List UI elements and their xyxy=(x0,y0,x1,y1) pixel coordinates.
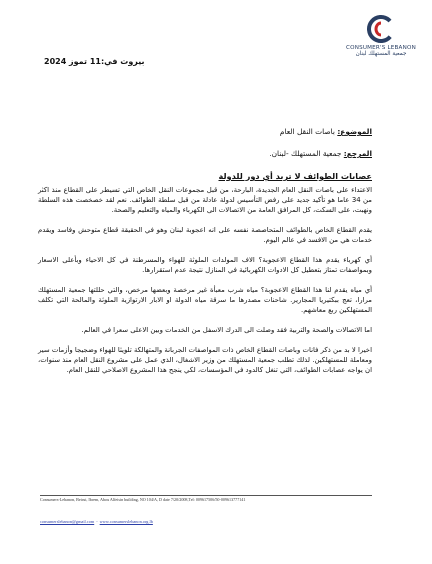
website-link[interactable]: www.consumerslebanon.org.lb xyxy=(99,519,153,524)
reference-line xyxy=(269,149,372,158)
brand-name-ar: جمعية المستهلك لبنان xyxy=(355,51,407,57)
body-paragraph: اما الاتصالات والصحة والتربية فقد وصلت الى الدرك الاسفل من الخدمات وبين الاعلى سعرا في العالم. xyxy=(81,326,372,334)
reference-label: المرجع: xyxy=(343,149,372,158)
reference-value: جمعية المستهلك -لبنان. xyxy=(269,149,344,158)
footer-links xyxy=(40,519,153,524)
subject-label: الموضوع: xyxy=(337,127,372,136)
date-line: بيروت في:11 تموز 2024 xyxy=(44,57,145,66)
body-paragraph: الاعتداء على باصات النقل العام الجديدة، البارحة، من قبل مجموعات النقل الخاص التي تسيطر على القطاع منذ اكثر من 34 عاما هو تأكيد جديد على رفض التأسيس لدولة عادلة من قبل سلطة الطوائف. نعم لقد خصخصت هذه السلطة ونهبت، على السكت، كل المرافق العامة من الاتصالات الى الكهرباء والمياه والتعليم والصحة. xyxy=(38,186,372,214)
body-paragraph: يقدم القطاع الخاص بالطوائف المتحاصصة نفسه على انه اعجوبة لبنان وهو في الحقيقة قطاع متوحش وفاسد ويقدم خدمات هي من الافسد في عالم اليوم. xyxy=(38,226,372,244)
subject-line xyxy=(280,127,372,136)
footer-address: Consumers-Lebanon, Beirut, Ibrem, Abou Alfeisin building, NO 104/A, D date 7/20/2008,Tel: 009617506/50-009613777141 xyxy=(40,495,372,502)
footer-separator: - xyxy=(96,519,98,524)
body-paragraph: أي مياه يقدم لنا هذا القطاع الاعجوبة؟ مياه شرب معبأة غير مرخصة وبعضها مرخص، والتي حللتها جمعية المستهلك مرارا، تعج ببكتيريا المجارير. شاحنات مصدرها ما سرقة مياه الدولة او الابار الارتوازية الملوثة والمالحة التي تكلف المستهلكين ربع معاشهم. xyxy=(38,286,372,314)
body-paragraph: اخيرا لا بد من ذكر فانات وباصات القطاع الخاص ذات المواصفات الجربانة والمتهالكة تلويثا للهواء وضجيجا وأزمات سير ومعاملة للمستهلكين. لذلك تطلب جمعية المستهلك من وزير الاشغال، الذي عمل على مشروع النقل العام منذ سنوات، ان يواجه عصابات الطوائف، التي تنغل كالدود في المؤسسات، لكي ينجح هذا المشروع الاصلاحي للنقل العام. xyxy=(38,346,372,374)
letter-title: عصابات الطوائف لا تريد أي دور للدولة xyxy=(218,171,372,181)
email-link[interactable]: consumerslebanon@gmail.com xyxy=(40,519,95,524)
consumers-lebanon-logo-icon xyxy=(366,14,396,44)
subject-value: باصات النقل العام xyxy=(279,127,338,136)
letter-body xyxy=(38,185,372,385)
logo xyxy=(346,14,416,57)
body-paragraph: أي كهرباء يقدم هذا القطاع الاعجوبة؟ الاف المولدات الملوثة للهواء والمسرطنة في كل الاحياء وبأعلى الاسعار وبمواصفات تمتاز بتعطيل كل الادوات الكهربائية في المنازل نتيجة عدم استقرارها. xyxy=(38,256,372,274)
brand-name-en: CONSUMER'S LEBANON xyxy=(346,45,416,51)
